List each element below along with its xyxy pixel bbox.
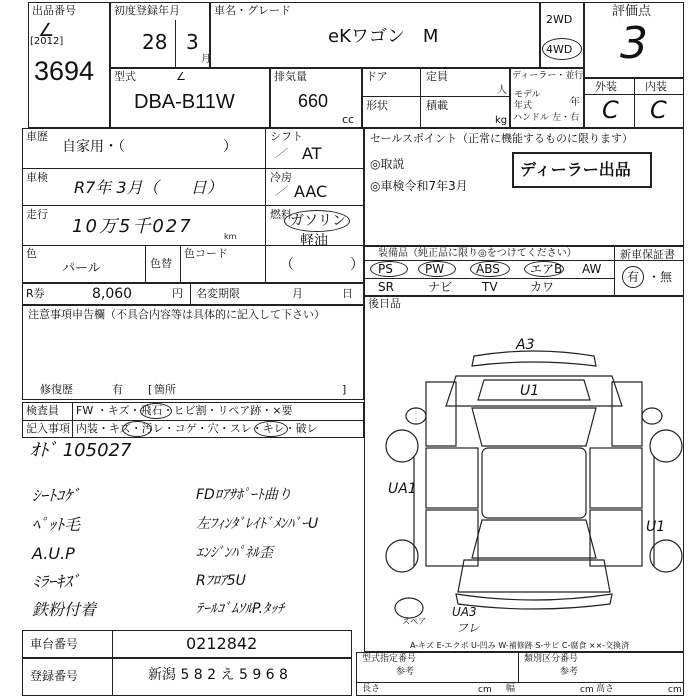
damage-legend: A-キズ E-エクボ U-凹み W-補修跡 S-サビ C-腐食 ××-交換済	[410, 641, 630, 650]
sales-item-1: ◎取説	[370, 157, 405, 171]
inspector-label: 検査員	[26, 404, 59, 417]
capacity-label: 定員	[426, 70, 448, 83]
spare-label: スペア	[402, 617, 426, 626]
note-engine: ｴﾝｼﾞﾝﾊﾟﾈﾙ歪	[196, 545, 273, 561]
sales-item-2: ◎車検令和7年3月	[370, 179, 468, 193]
score-label: 評価点	[612, 4, 652, 19]
drive-4wd: 4WD	[546, 43, 573, 56]
diagram-mark-ua3: UA3	[452, 605, 477, 619]
dealer-label: ディーラー・並行	[512, 71, 584, 81]
note-odo: ｵﾄﾞ 105027	[30, 440, 132, 461]
diagram-mark-ua1: UA1	[388, 481, 417, 497]
lot-prefix: [2012]	[30, 36, 64, 47]
note-tail: ﾃｰﾙｺﾞﾑｿﾙP.ﾀｯﾁ	[196, 601, 284, 617]
aftermarket-label: 後日品	[368, 297, 401, 310]
equip-leather: カワ	[530, 280, 555, 294]
shift-label: シフト	[270, 130, 303, 143]
form-label-1: 型式指定番号	[362, 654, 417, 664]
repair-label: 修復歴	[40, 383, 73, 396]
note-fd: FDﾛｱｻﾎﾟｰﾄ曲り	[196, 487, 292, 503]
month-unit: 月	[292, 287, 303, 300]
load-label: 積載	[426, 99, 448, 112]
exterior-label: 外装	[595, 80, 617, 93]
height-label: 高さ	[596, 684, 615, 694]
displacement-value: 660	[298, 91, 329, 111]
model-label: 車名・グレード	[214, 4, 291, 17]
year-unit: 年	[570, 97, 580, 108]
drive-2wd: 2WD	[546, 13, 573, 26]
inspector-row2: 内装・キズ・汚レ・コゲ・穴・スレ・キレ・破レ	[76, 422, 318, 435]
chassis-value: 0212842	[186, 634, 258, 653]
equip-sr: SR	[378, 280, 394, 294]
note-mirror: ﾐﾗｰｷｽﾞ	[32, 572, 81, 591]
capacity-unit: 人	[497, 85, 507, 96]
plate-label: 登録番号	[30, 669, 79, 683]
recycle-box	[22, 283, 364, 305]
inspector-row1: FW ・キズ・飛石・ヒビ割・リペア跡・×要	[76, 404, 293, 417]
equip-navi: ナビ	[428, 280, 453, 294]
fuel-diesel: 軽油	[300, 233, 328, 249]
color-label: 色	[26, 247, 37, 260]
ac-value: AAC	[294, 182, 328, 201]
type-value: DBA-B11W	[134, 91, 235, 113]
reg-year: 28	[142, 30, 168, 54]
length-label: 長さ	[362, 684, 381, 694]
form-ref-1: 参考	[396, 667, 415, 677]
history-label: 車歴	[26, 130, 48, 143]
fuel-gasoline: ガソリン	[290, 213, 346, 229]
reg-label: 初度登録年月	[114, 4, 180, 17]
load-unit: kg	[495, 115, 508, 126]
warranty-no: ・無	[648, 270, 673, 284]
equip-abs: ABS	[476, 262, 500, 276]
lot-number: 3694	[34, 56, 95, 86]
interior-value: C	[650, 96, 667, 124]
diagram-mark-u1: U1	[520, 383, 540, 399]
shift-value: AT	[302, 144, 322, 163]
displacement-unit: cc	[342, 113, 355, 126]
diagram-mark-u1-right: U1	[646, 519, 666, 535]
reg-month: 3	[186, 30, 199, 54]
handle-options: 左・右	[552, 113, 580, 123]
model-year-label: モデル年式	[514, 90, 541, 111]
height-unit: cm	[668, 685, 682, 695]
plate-value: 新潟 5 8 2 え 5 9 6 8	[148, 667, 288, 683]
warranty-yes: 有	[627, 270, 640, 284]
equipment-title: 装備品（純正品に限り◎をつけてください）	[378, 248, 577, 259]
dealer-stamp-text: ディーラー出品	[520, 160, 631, 179]
recycle-label: R券	[26, 287, 45, 300]
exterior-value: C	[602, 96, 619, 124]
history-value: 自家用・（ ）	[62, 139, 237, 155]
type-label: 型式	[114, 70, 136, 83]
equip-airbag: エアB	[530, 262, 563, 276]
score-value: 3	[620, 18, 648, 69]
width-label: 幅	[506, 684, 516, 694]
plate-change-label: 名変期限	[196, 287, 240, 300]
notes-title: 注意事項申告欄（不具合内容等は具体的に記入して下さい）	[28, 308, 325, 321]
inspect-value: R7年 3月（ 日）	[74, 178, 223, 197]
note-iron: 鉄粉付着	[32, 600, 97, 619]
mileage-value: 10万5千027	[72, 216, 193, 237]
equip-tv: TV	[482, 280, 498, 294]
entry-label: 記入事項	[26, 422, 70, 435]
color-value: パール	[62, 261, 101, 276]
form-ref-2: 参考	[560, 667, 579, 677]
interior-label: 内装	[645, 80, 667, 93]
sales-title: セールスポイント（正常に機能するものに限ります）	[370, 132, 634, 145]
fuel-label: 燃料	[270, 208, 292, 221]
note-fender: 左ﾌｨﾝﾀﾞﾚｲﾄﾞﾒﾝﾊﾞｰU	[196, 516, 319, 532]
mileage-label: 走行	[26, 208, 48, 221]
note-aup: A.U.P	[32, 544, 75, 563]
equip-aw: AW	[582, 262, 602, 276]
width-unit: cm	[580, 685, 594, 695]
model-name: eKワゴン M	[328, 26, 439, 47]
color-replace-label: 色替	[150, 257, 172, 270]
diagram-mark-a3: A3	[516, 337, 535, 353]
equip-pw: PW	[425, 262, 445, 276]
form-label-2: 類別区分番号	[524, 654, 579, 664]
handle-label: ハンドル	[513, 113, 550, 123]
day-unit: 日	[342, 287, 353, 300]
diagram-mark-fure: フレ	[456, 621, 480, 635]
auction-sheet: 出品番号 ∠ [2012] 3694 初度登録年月 28 3 月 車名・グレード eKワゴン M 2WD 4WD 評価点 3 型式 ∠ DBA-B11W 排気量 660 cc ドア 定員 人 形状 積載 kg ディーラー・並行 モデル年式 年 ハンドル 左・右 外装 内装 C C 車歴 自家用・（ ） シフト ／ AT 車検 R7年 3月（ 日） 冷房 ／ AAC 走行 10万5千027 km 燃料 ガソリン 軽油 色 パール 色替 色コード （ ） R券 8,060 円 名変期限 月 日 注意事項申告欄（不具合内容等は具体的に記入して下さい） 修復歴 有 [ 箇所 ] 検査員 記入事項 FW ・キズ・飛石・ヒビ割・リペア跡・×要 内装・キズ・汚レ・コゲ・穴・スレ・キレ・破レ ｵﾄﾞ 105027 ｼｰﾄｺｹﾞ ﾍﾟｯﾄ毛 A.U.P ﾐﾗｰｷｽﾞ 鉄粉付着 FDﾛｱｻﾎﾟｰﾄ曲り 左ﾌｨﾝﾀﾞﾚｲﾄﾞﾒﾝﾊﾞｰU ｴﾝｼﾞﾝﾊﾟﾈﾙ歪 Rﾌﾛｱ5U ﾃｰﾙｺﾞﾑｿﾙP.ﾀｯﾁ セールスポイント（正常に機能するものに限ります） ディーラー出品 ◎取説 ◎車検令和7年3月 装備品（純正品に限り◎をつけてください） 新車保証書 有 ・無 PS PW ABS エアB AW SR ナビ TV カワ 後日品 A3 U1 UA1 U1 UA3 フレ スペア A-キズ E-エクボ U-凹み W-補修跡 S-サビ C-腐食 ××-交換済 車台番号 0212842 登録番号 新潟 5 8 2 え 5 9 6 8 型式指定番号 参考 類別区分番号 参考 長さ cm 幅 cm 高さ cm	[0, 0, 700, 700]
inspect-label: 車検	[26, 171, 48, 184]
equip-ps: PS	[378, 262, 393, 276]
repair-place: 箇所	[154, 383, 176, 396]
color-code-label: 色コード	[184, 247, 228, 260]
shape-label: 形状	[366, 99, 388, 112]
lot-label: 出品番号	[32, 4, 76, 17]
recycle-value: 8,060	[92, 286, 133, 302]
chassis-label: 車台番号	[30, 637, 79, 651]
note-floor: Rﾌﾛｱ5U	[196, 573, 246, 589]
length-unit: cm	[478, 685, 492, 695]
door-label: ドア	[366, 70, 388, 83]
repair-value: 有	[112, 383, 123, 396]
note-pet: ﾍﾟｯﾄ毛	[32, 515, 81, 534]
warranty-label: 新車保証書	[620, 248, 675, 261]
displacement-label: 排気量	[274, 70, 307, 83]
recycle-unit: 円	[172, 287, 183, 300]
mileage-unit: km	[224, 232, 237, 241]
note-seat: ｼｰﾄｺｹﾞ	[32, 486, 81, 505]
reg-month-unit: 月	[201, 54, 211, 65]
lot-mark: ∠	[38, 20, 55, 41]
ac-label: 冷房	[270, 171, 292, 184]
